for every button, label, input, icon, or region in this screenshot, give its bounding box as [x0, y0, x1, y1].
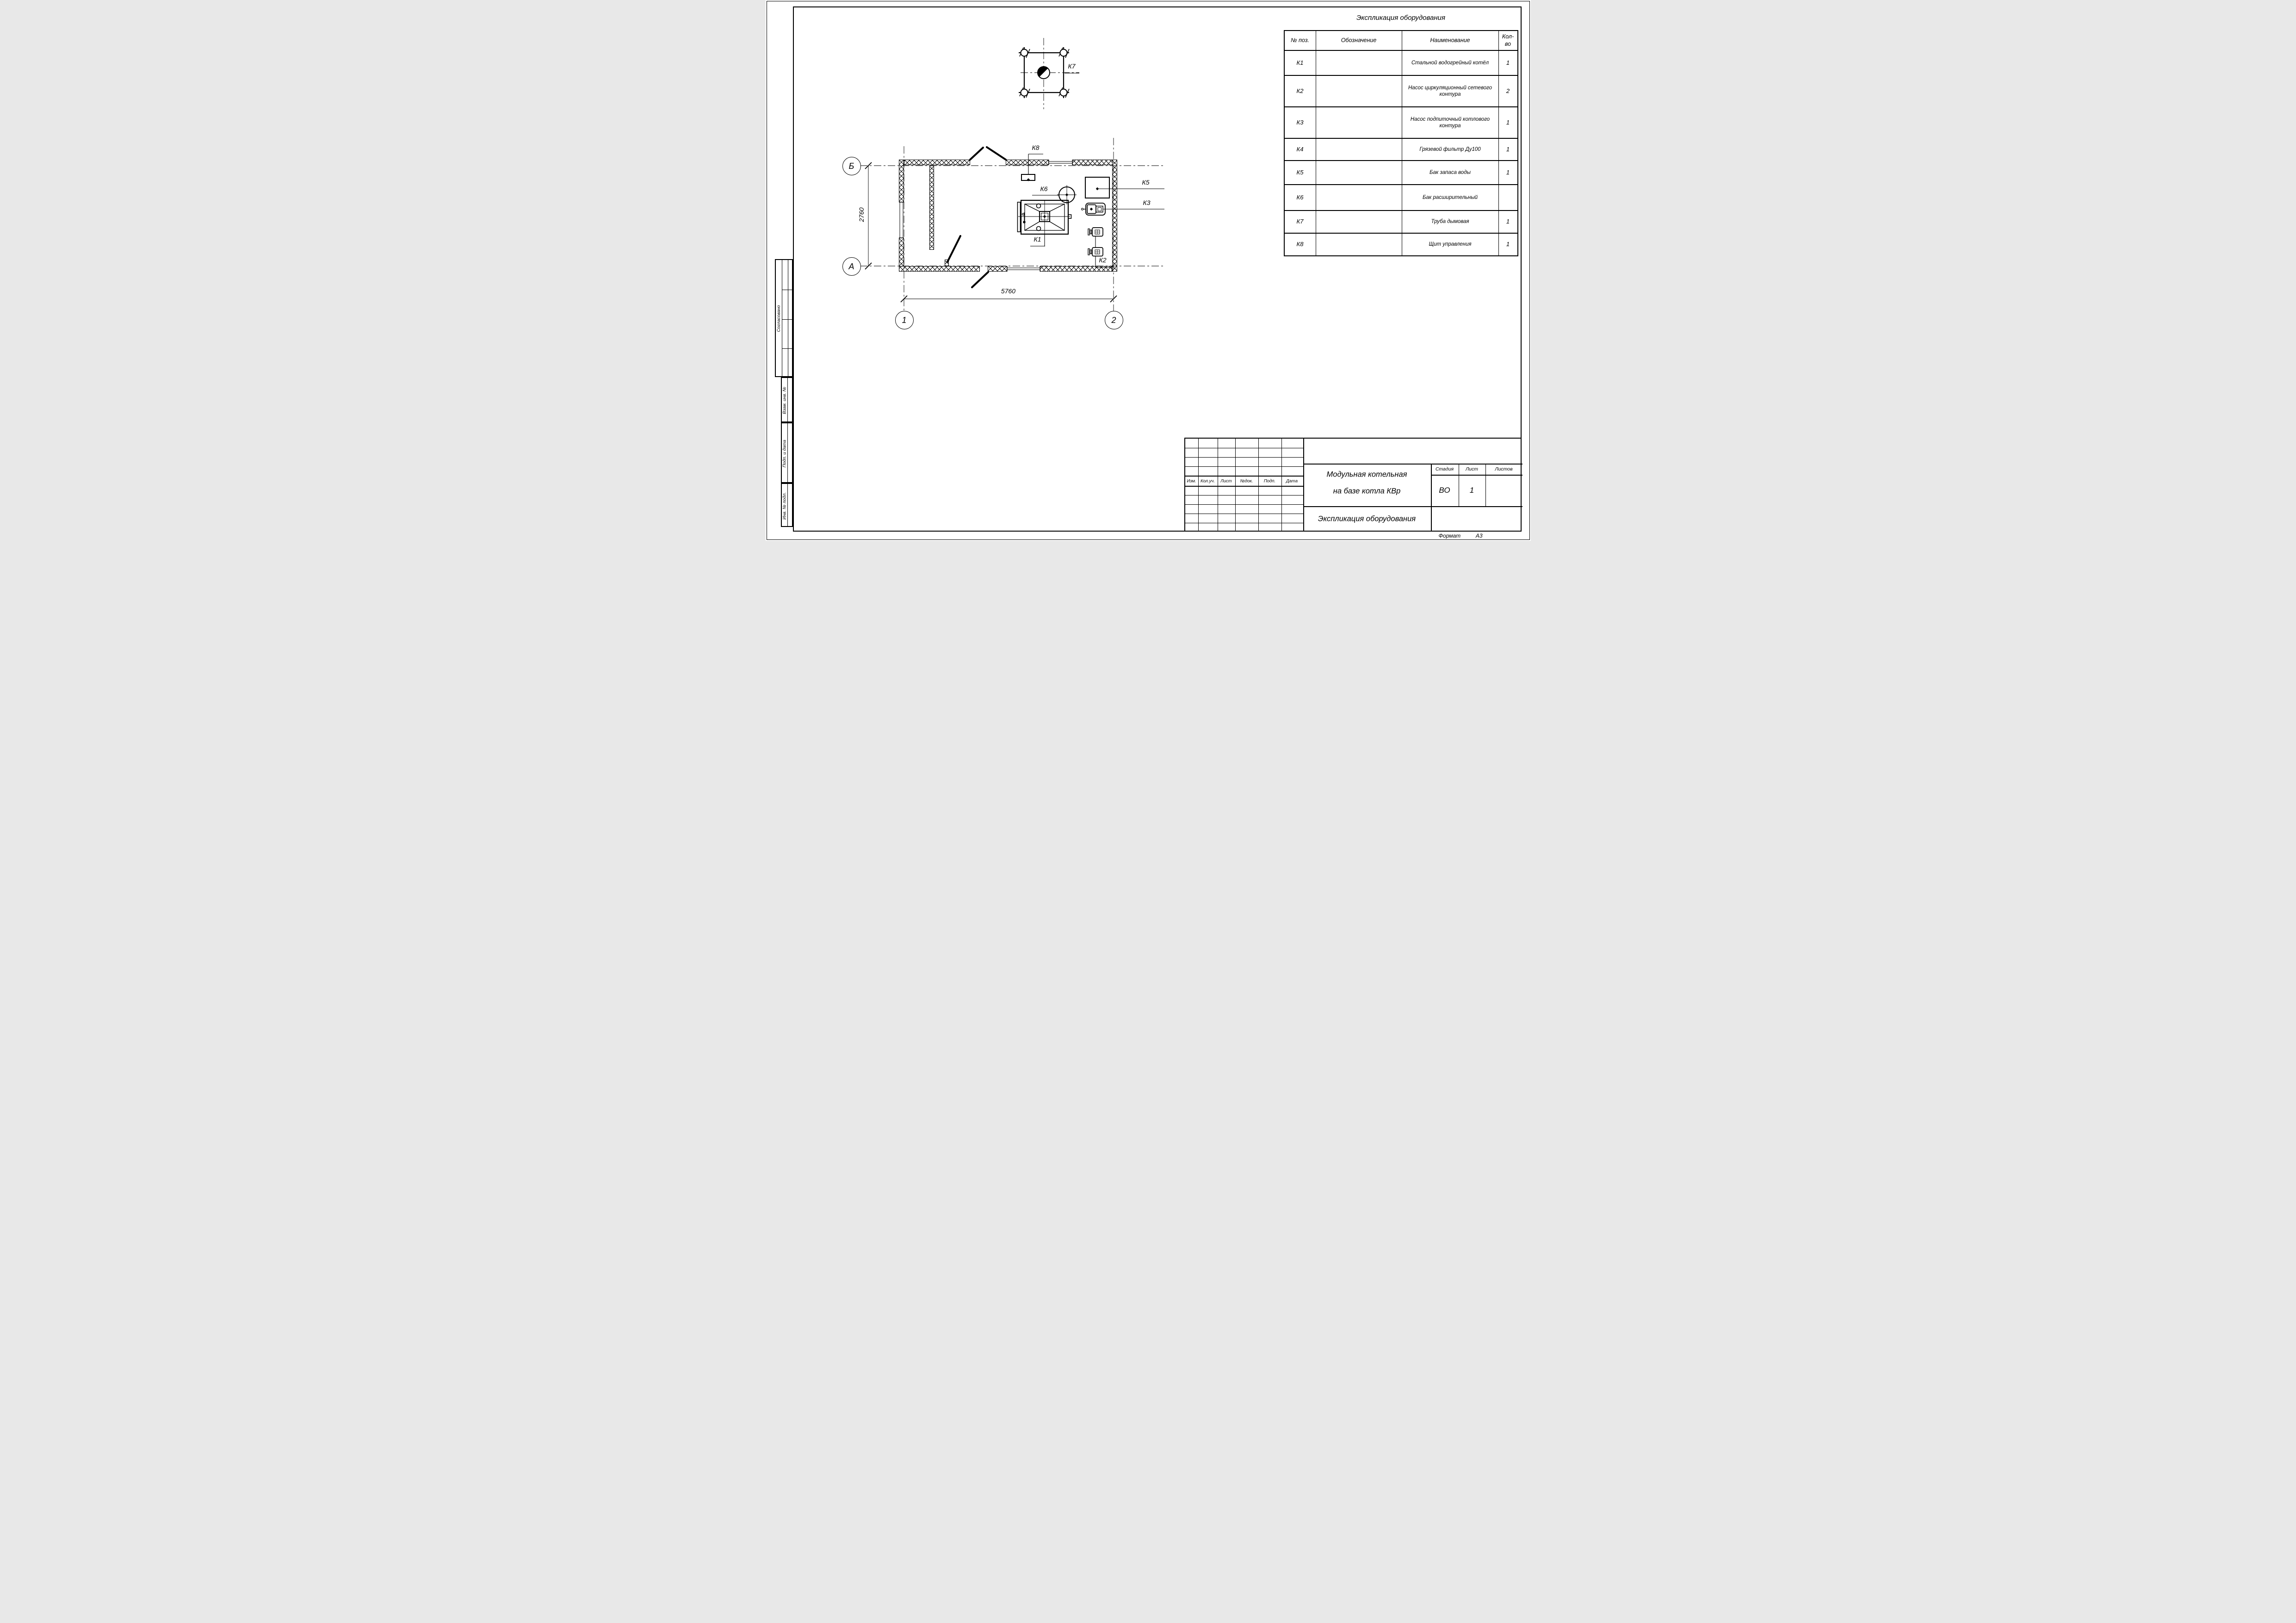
cell-pos: К5	[1285, 161, 1316, 184]
revision-col-koluch: Кол.уч.	[1201, 478, 1215, 484]
wall-segment	[899, 160, 904, 202]
cell-qty: 1	[1506, 145, 1510, 153]
tag-k5: К5	[1142, 179, 1150, 186]
tag-k7: К7	[1068, 62, 1076, 70]
table-row	[1285, 185, 1517, 211]
cell-pos: К7	[1285, 211, 1316, 233]
doc-title: Экспликация оборудования	[1318, 514, 1416, 523]
door-pier	[945, 260, 949, 266]
cell-designation	[1316, 161, 1402, 184]
cell-qty: 1	[1506, 118, 1510, 126]
drawing-sheet	[766, 0, 1531, 541]
tag-k3: К3	[1143, 199, 1151, 206]
cell-pos: К4	[1285, 139, 1316, 160]
stamp-inv-orig-label: Инв. № подл.	[782, 492, 787, 520]
axis-bubble-1	[895, 311, 914, 329]
revision-col-izm: Изм.	[1187, 478, 1196, 484]
cell-qty: 2	[1506, 87, 1510, 94]
format-label: Формат	[1438, 533, 1461, 539]
cell-designation	[1316, 76, 1402, 106]
tag-k6: К6	[1040, 185, 1048, 192]
axis-bubble-2	[1105, 311, 1123, 329]
revision-col-podp: Подп.	[1263, 478, 1276, 484]
dimension-width: 5760	[1001, 287, 1016, 295]
stamp-approved	[775, 259, 793, 377]
stamp-approved-label: Согласовано	[776, 305, 781, 332]
tag-k2: К2	[1099, 256, 1107, 264]
table-row	[1285, 211, 1517, 234]
table-row	[1285, 139, 1517, 161]
cell-qty	[1499, 185, 1517, 210]
wall-segment	[899, 266, 980, 272]
title-block	[1184, 438, 1522, 532]
table-row	[1285, 107, 1517, 139]
cell-name: Бак расширительный	[1402, 185, 1499, 210]
revision-col-ndok: №док.	[1240, 478, 1253, 484]
format-value: А3	[1475, 533, 1483, 539]
project-title-line2: на базе котла КВр	[1333, 487, 1401, 496]
column-header: Кол-во	[1502, 33, 1514, 47]
axis-label-b: Б	[848, 161, 854, 171]
equipment-table-title: Экспликация оборудования	[1356, 14, 1445, 22]
cell-designation	[1316, 211, 1402, 233]
equipment-table-header	[1285, 31, 1517, 51]
cell-designation	[1316, 51, 1402, 75]
axis-label-2: 2	[1111, 315, 1116, 325]
cell-qty: 1	[1506, 59, 1510, 66]
wall-segment	[1112, 160, 1117, 272]
cell-pos: К8	[1285, 234, 1316, 255]
axis-bubble-b	[842, 157, 861, 175]
table-row	[1285, 51, 1517, 76]
wall-segment	[1040, 266, 1112, 272]
tag-k8: К8	[1032, 144, 1040, 151]
table-row	[1285, 234, 1517, 255]
cell-name: Щит управления	[1402, 234, 1499, 255]
revision-col-data: Дата	[1286, 478, 1298, 484]
table-row	[1285, 161, 1517, 185]
column-header: Наименование	[1402, 31, 1499, 50]
sheet-value: 1	[1469, 486, 1474, 495]
cell-pos: К6	[1285, 185, 1316, 210]
tag-k1: К1	[1034, 235, 1041, 243]
stamp-replace-inv-label: Взам. инв. №	[782, 387, 787, 414]
cell-qty: 1	[1506, 218, 1510, 225]
project-title-line1: Модульная котельная	[1326, 470, 1407, 479]
stamp-replace-inv	[781, 377, 793, 422]
sheets-label: Листов	[1495, 466, 1513, 472]
partition-wall	[929, 166, 934, 250]
dimension-height: 2760	[857, 207, 865, 222]
wall-segment	[1006, 160, 1049, 165]
stamp-sign-date-label: Подп. и дата	[782, 440, 787, 468]
cell-pos: К1	[1285, 51, 1316, 75]
sheet-label: Лист	[1465, 466, 1479, 472]
cell-name: Насос циркуляционный сетевого контура	[1402, 76, 1499, 106]
cell-name: Труба дымовая	[1402, 211, 1499, 233]
cell-designation	[1316, 234, 1402, 255]
wall-segment	[904, 160, 970, 165]
stamp-sign-date	[781, 422, 793, 483]
cell-designation	[1316, 139, 1402, 160]
cell-pos: К2	[1285, 76, 1316, 106]
cell-pos: К3	[1285, 107, 1316, 138]
stage-label: Стадия	[1435, 466, 1454, 472]
axis-label-a: А	[848, 261, 854, 271]
column-header: Обозначение	[1316, 31, 1402, 50]
table-row	[1285, 76, 1517, 107]
format-note	[1439, 533, 1483, 539]
column-header: № поз.	[1285, 31, 1316, 50]
cell-name: Насос подпиточный котлового контура	[1402, 107, 1499, 138]
cell-name: Грязевой фильтр Ду100	[1402, 139, 1499, 160]
stage-value: ВО	[1439, 486, 1450, 495]
revision-col-list: Лист	[1220, 478, 1232, 484]
wall-segment	[988, 266, 1007, 272]
cell-name: Бак запаса воды	[1402, 161, 1499, 184]
axis-label-1: 1	[902, 315, 907, 325]
cell-qty: 1	[1506, 168, 1510, 176]
cell-designation	[1316, 185, 1402, 210]
cell-qty: 1	[1506, 241, 1510, 248]
equipment-table	[1284, 30, 1518, 256]
cell-designation	[1316, 107, 1402, 138]
stamp-inv-orig	[781, 483, 793, 527]
wall-segment	[1072, 160, 1117, 165]
cell-name: Стальной водогрейный котёл	[1402, 51, 1499, 75]
axis-bubble-a	[842, 257, 861, 276]
